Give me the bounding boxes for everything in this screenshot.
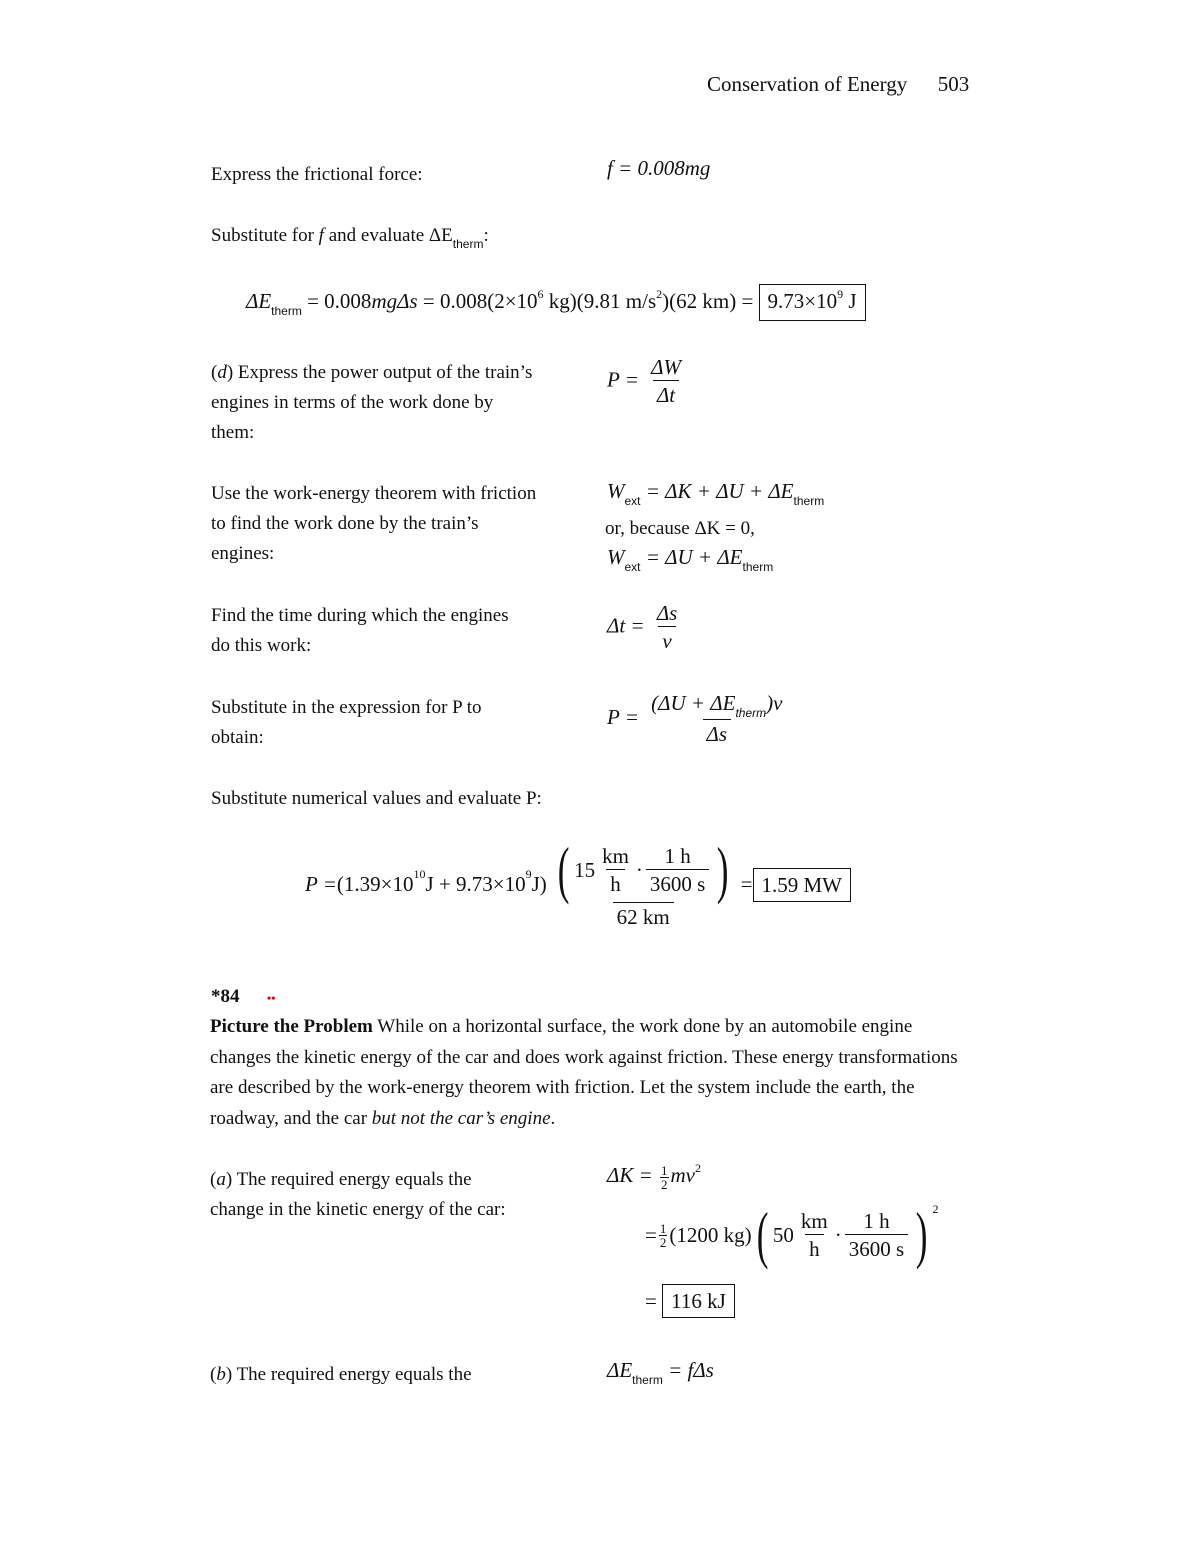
frictional-force-prompt: Express the frictional force: (211, 164, 423, 185)
difficulty-dots-icon: •• (267, 991, 276, 1005)
running-header (707, 72, 969, 97)
header-title: Conservation of Energy (707, 72, 908, 96)
frictional-force-equation: f = 0.008mg (607, 156, 711, 180)
power-definition-equation: P = $\frac{\Delta W}{\Delta t}$ (607, 355, 681, 407)
page-number: 503 (937, 72, 970, 96)
substitute-p-prompt: Substitute in the expression for P to obtain: (211, 697, 482, 748)
power-result-box: 1.59 MW (753, 868, 852, 902)
work-energy-note: or, because ΔK = 0, (605, 518, 755, 539)
time-prompt: Find the time during which the engines do this work: (211, 605, 509, 656)
numeric-power-equation: P = (1.39×10 10 J + 9.73×10 9 J) ( 15 $\frac{km}{h}$ · $\frac{1 h}{3600 s}$ ) 62 km = 1.59 MW (305, 838, 851, 931)
problem-number: *84 •• (211, 986, 276, 1007)
picture-the-problem: Picture the Problem While on a horizontal surface, the work done by an automobile engine changes the kinetic energy of the car and does work against friction. These energy transformations are described by the work-energy theorem with friction. Let the system include the earth, the roadway, and the car but not the car’s engine. (210, 1016, 958, 1129)
part-d-prompt: (d) Express the power output of the train’s engines in terms of the work done by them: (211, 362, 533, 443)
work-energy-equation-1: $W_{ext} = \Delta K + \Delta U + \Delta E_{therm}$ (607, 479, 825, 508)
work-energy-equation-2: $W_{ext} = \Delta U + \Delta E_{therm}$ (607, 545, 774, 574)
therm-friction-equation: $\Delta E_{therm} = f\Delta s$ (607, 1358, 714, 1387)
time-equation: Δt = $\frac{\Delta s}{v}$ (607, 601, 678, 653)
power-expression-equation: P = $\frac{(\Delta U + \Delta E_{therm})v}{\Delta s}$ (607, 691, 783, 746)
kinetic-energy-equation-2: = $\frac{1}{2}$ (1200 kg) ( 50 $\frac{km}{h}$ · $\frac{1 h}{3600 s}$ ) 2 (645, 1199, 939, 1270)
work-energy-prompt: Use the work-energy theorem with friction to find the work done by the train’s engines: (211, 483, 537, 564)
kinetic-energy-equation-1: ΔK = $\frac{1}{2}$ $mv^2$ (607, 1161, 702, 1192)
numeric-prompt: Substitute numerical values and evaluate P: (211, 788, 542, 809)
kinetic-energy-result: = 116 kJ (645, 1284, 735, 1318)
therm-result-box: $9.73\times 10^9$ J (759, 284, 866, 321)
substitute-f-prompt: Substitute for f and evaluate $\Delta E_{therm}$: (211, 225, 489, 251)
kinetic-result-box: 116 kJ (662, 1284, 735, 1318)
therm-energy-equation: $\Delta E_{therm} = 0.008mg\Delta s = 0.008(2\times 10^6$ kg)(9.81 $m/s^2)(62$ $km) = 9.73\times 10^9$ J (246, 284, 866, 321)
part-b-prompt: (b) The required energy equals the (210, 1364, 472, 1385)
part-a-prompt: (a) The required energy equals the change in the kinetic energy of the car: (210, 1169, 506, 1220)
